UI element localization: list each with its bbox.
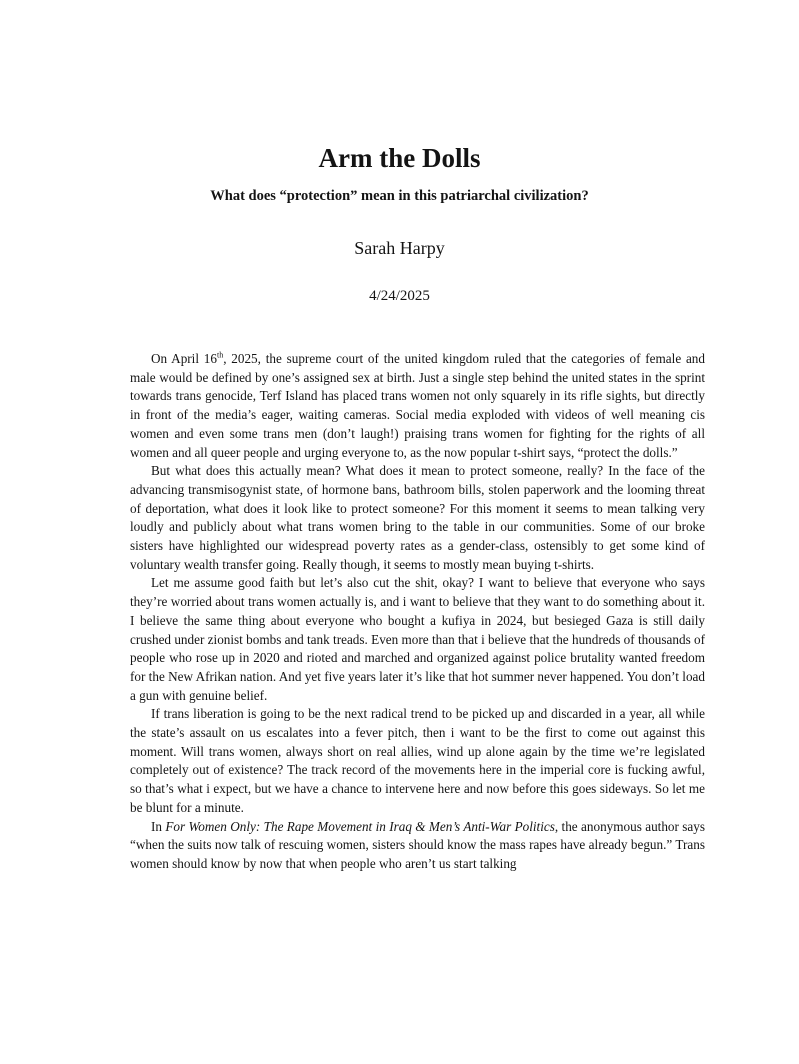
- paragraph-3: Let me assume good faith but let’s also cut the shit, okay? I want to believe that everyone who says they’re worried about trans women actually is, and i want to believe that they want to do something about it. I believe the same thing about everyone who bought a kufiya in 2024, but besieged Gaza is still daily crushed under zionist bombs and tank treads. Even more than that i believe that the hundreds of thousands of people who rose up in 2020 and rioted and marched and organized against police brutality wanted freedom for the New Afrikan nation. And yet five years later it’s like that hot summer never happened. You don’t load a gun with genuine belief.: [130, 575, 705, 703]
- paragraph-1: [130, 350, 705, 462]
- article-body: [130, 350, 705, 874]
- ordinal-suffix: th: [216, 350, 224, 360]
- paragraph-5-rest: , the anonymous author says “when the suits now talk of rescuing women, sisters should know the mass rapes have already begun.” Trans women should know by now that when people who aren’t us start talking: [130, 818, 705, 871]
- paragraph-1-start: On April 16: [151, 351, 217, 366]
- document-title: Arm the Dolls: [318, 143, 481, 173]
- publication-date: 4/24/2025: [369, 288, 430, 304]
- book-title: For Women Only: The Rape Movement in Iraq & Men’s Anti-War Politics: [165, 818, 555, 834]
- document-subtitle: What does “protection” mean in this patriarchal civilization?: [210, 188, 589, 204]
- paragraph-1-rest: , 2025, the supreme court of the united kingdom ruled that the categories of female and male would be defined by one’s assigned sex at birth. Just a single step behind the united states in the sprint towards trans genocide, Terf Island has placed trans women not only squarely in its rifle sights, but directly in front of the media’s eager, waiting cameras. Social media exploded with videos of well meaning cis women and even some trans men (don’t laugh!) praising trans women for fighting for the rights of all women and all queer people and urging everyone to, as the now popular t-shirt says, “protect the dolls.”: [130, 351, 705, 460]
- paragraph-5: [130, 818, 705, 874]
- author-name: Sarah Harpy: [354, 238, 445, 258]
- paragraph-4: If trans liberation is going to be the next radical trend to be picked up and discarded in a year, all while the state’s assault on us escalates into a fever pitch, then i want to be the first to come out against this moment. Will trans women, always short on real allies, wind up alone again by the time we’re legislated completely out of existence? The track record of the movements here in the imperial core is fucking awful, so that’s what i expect, but we have a chance to intervene here and now before this goes sideways. So let me be blunt for a minute.: [130, 706, 705, 815]
- paragraph-5-start: In: [151, 818, 166, 834]
- paragraph-2: But what does this actually mean? What does it mean to protect someone, really? In the face of the advancing transmisogynist state, of hormone bans, bathroom bills, stolen paperwork and the looming threat of deportation, what does it look like to protect someone? For this moment it seems to mean talking very loudly and publicly about what trans women bring to the table in our communities. Some of our broke sisters have highlighted our widespread poverty rates as a gender-class, ostensibly to get some kind of voluntary wealth transfer going. Really though, it seems to mostly mean buying t-shirts.: [130, 463, 705, 572]
